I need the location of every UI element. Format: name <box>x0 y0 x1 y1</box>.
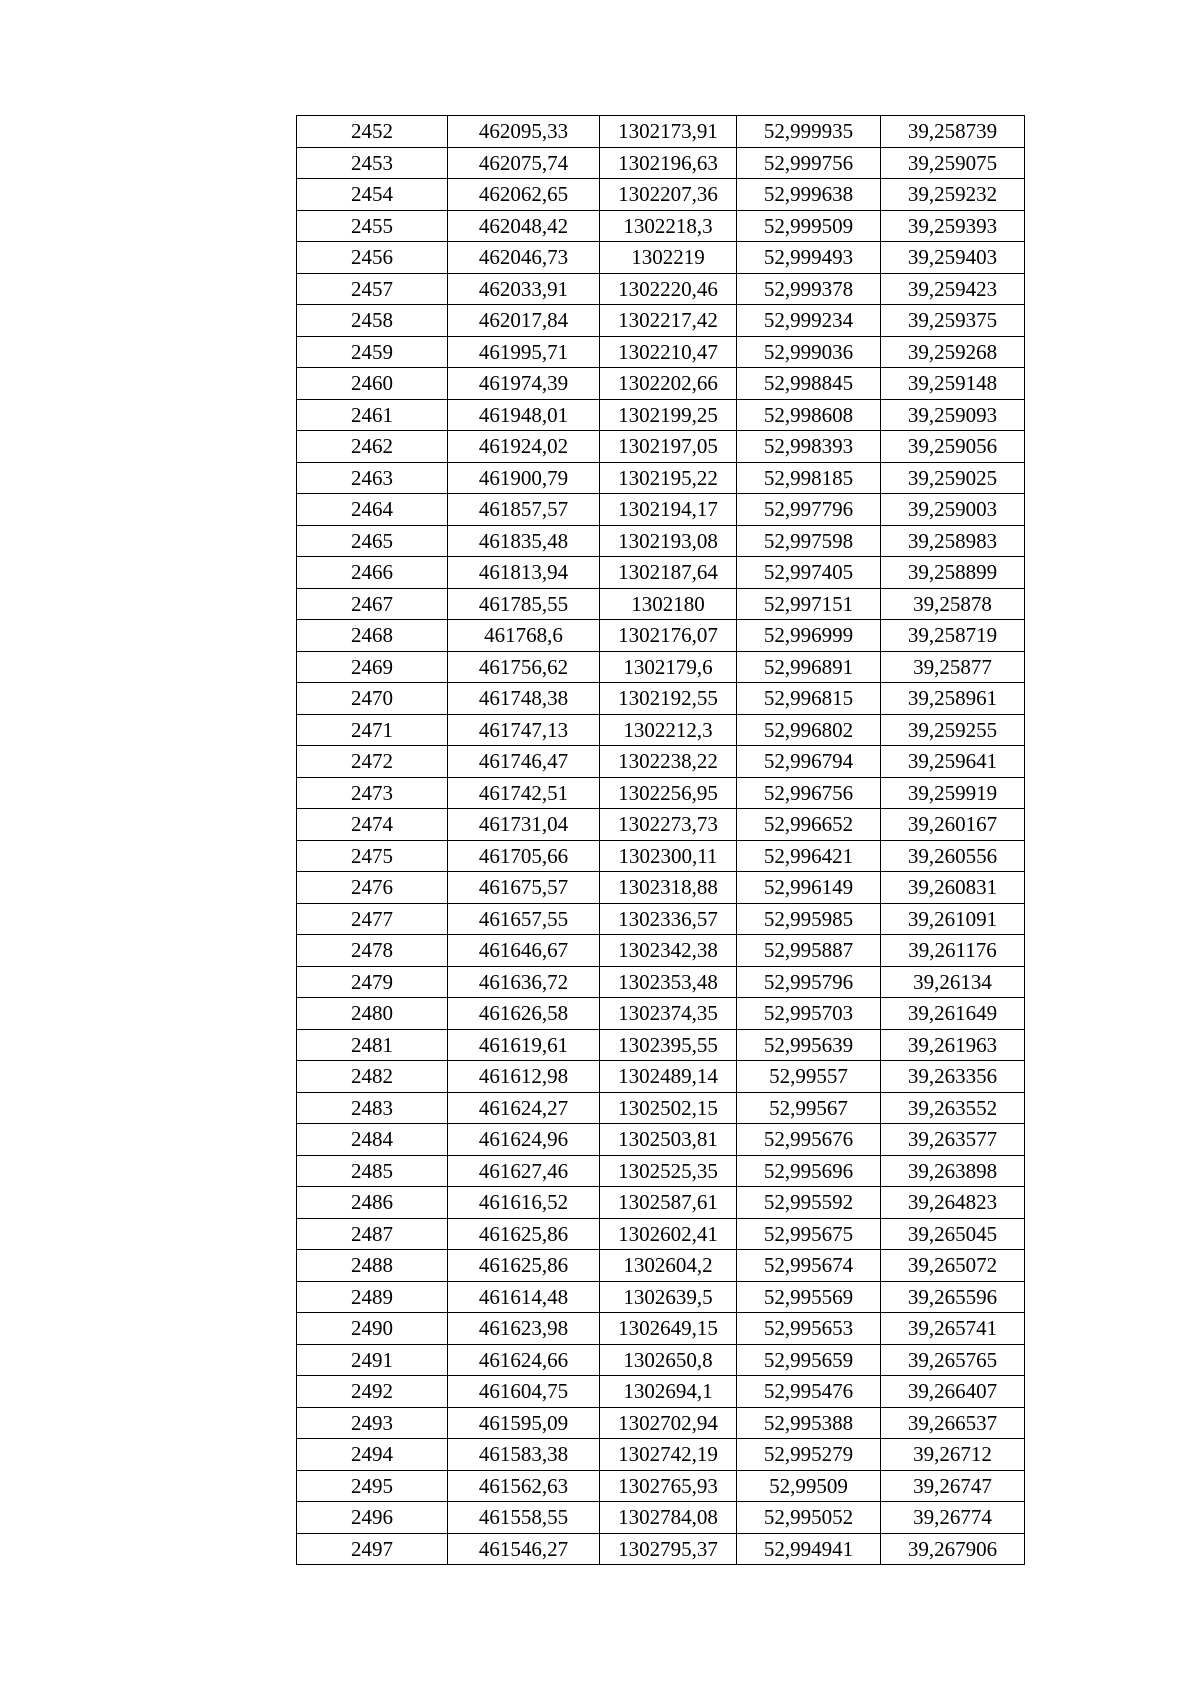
point-number-cell: 2489 <box>297 1281 448 1313</box>
y-coordinate-cell: 1302694,1 <box>600 1376 737 1408</box>
y-coordinate-cell: 1302202,66 <box>600 368 737 400</box>
y-coordinate-cell: 1302318,88 <box>600 872 737 904</box>
table-row <box>297 1376 1025 1408</box>
x-coordinate-cell: 461995,71 <box>448 336 600 368</box>
x-coordinate-cell: 461768,6 <box>448 620 600 652</box>
latitude-cell: 52,995476 <box>737 1376 881 1408</box>
latitude-cell: 52,996999 <box>737 620 881 652</box>
y-coordinate-cell: 1302173,91 <box>600 116 737 148</box>
y-coordinate-cell: 1302256,95 <box>600 777 737 809</box>
table-row <box>297 399 1025 431</box>
latitude-cell: 52,995887 <box>737 935 881 967</box>
longitude-cell: 39,259375 <box>881 305 1025 337</box>
point-number-cell: 2492 <box>297 1376 448 1408</box>
table-row <box>297 1155 1025 1187</box>
point-number-cell: 2486 <box>297 1187 448 1219</box>
y-coordinate-cell: 1302196,63 <box>600 147 737 179</box>
latitude-cell: 52,995653 <box>737 1313 881 1345</box>
y-coordinate-cell: 1302489,14 <box>600 1061 737 1093</box>
table-row <box>297 1092 1025 1124</box>
x-coordinate-cell: 461731,04 <box>448 809 600 841</box>
latitude-cell: 52,999036 <box>737 336 881 368</box>
y-coordinate-cell: 1302193,08 <box>600 525 737 557</box>
table-row <box>297 179 1025 211</box>
point-number-cell: 2481 <box>297 1029 448 1061</box>
y-coordinate-cell: 1302604,2 <box>600 1250 737 1282</box>
x-coordinate-cell: 461604,75 <box>448 1376 600 1408</box>
latitude-cell: 52,999378 <box>737 273 881 305</box>
table-row <box>297 557 1025 589</box>
x-coordinate-cell: 461546,27 <box>448 1533 600 1565</box>
point-number-cell: 2457 <box>297 273 448 305</box>
x-coordinate-cell: 461835,48 <box>448 525 600 557</box>
latitude-cell: 52,996794 <box>737 746 881 778</box>
point-number-cell: 2487 <box>297 1218 448 1250</box>
latitude-cell: 52,995052 <box>737 1502 881 1534</box>
table-row <box>297 714 1025 746</box>
latitude-cell: 52,99557 <box>737 1061 881 1093</box>
longitude-cell: 39,263577 <box>881 1124 1025 1156</box>
point-number-cell: 2471 <box>297 714 448 746</box>
y-coordinate-cell: 1302300,11 <box>600 840 737 872</box>
y-coordinate-cell: 1302395,55 <box>600 1029 737 1061</box>
x-coordinate-cell: 461583,38 <box>448 1439 600 1471</box>
x-coordinate-cell: 461624,27 <box>448 1092 600 1124</box>
point-number-cell: 2478 <box>297 935 448 967</box>
x-coordinate-cell: 462048,42 <box>448 210 600 242</box>
table-row <box>297 620 1025 652</box>
x-coordinate-cell: 461627,46 <box>448 1155 600 1187</box>
latitude-cell: 52,999493 <box>737 242 881 274</box>
table-row <box>297 966 1025 998</box>
table-row <box>297 525 1025 557</box>
table-row <box>297 273 1025 305</box>
x-coordinate-cell: 461974,39 <box>448 368 600 400</box>
latitude-cell: 52,995388 <box>737 1407 881 1439</box>
latitude-cell: 52,996149 <box>737 872 881 904</box>
point-number-cell: 2462 <box>297 431 448 463</box>
table-row <box>297 1407 1025 1439</box>
y-coordinate-cell: 1302180 <box>600 588 737 620</box>
longitude-cell: 39,261176 <box>881 935 1025 967</box>
x-coordinate-cell: 461619,61 <box>448 1029 600 1061</box>
y-coordinate-cell: 1302176,07 <box>600 620 737 652</box>
table-row <box>297 1313 1025 1345</box>
latitude-cell: 52,995639 <box>737 1029 881 1061</box>
table-row <box>297 1218 1025 1250</box>
table-row <box>297 1029 1025 1061</box>
x-coordinate-cell: 461746,47 <box>448 746 600 778</box>
latitude-cell: 52,995796 <box>737 966 881 998</box>
x-coordinate-cell: 461748,38 <box>448 683 600 715</box>
point-number-cell: 2488 <box>297 1250 448 1282</box>
point-number-cell: 2494 <box>297 1439 448 1471</box>
longitude-cell: 39,258983 <box>881 525 1025 557</box>
point-number-cell: 2479 <box>297 966 448 998</box>
latitude-cell: 52,995696 <box>737 1155 881 1187</box>
latitude-cell: 52,995279 <box>737 1439 881 1471</box>
table-row <box>297 840 1025 872</box>
latitude-cell: 52,999638 <box>737 179 881 211</box>
point-number-cell: 2461 <box>297 399 448 431</box>
point-number-cell: 2454 <box>297 179 448 211</box>
x-coordinate-cell: 461595,09 <box>448 1407 600 1439</box>
table-row <box>297 494 1025 526</box>
y-coordinate-cell: 1302374,35 <box>600 998 737 1030</box>
table-row <box>297 116 1025 148</box>
table-row <box>297 1061 1025 1093</box>
longitude-cell: 39,259075 <box>881 147 1025 179</box>
table-row <box>297 998 1025 1030</box>
longitude-cell: 39,259919 <box>881 777 1025 809</box>
point-number-cell: 2467 <box>297 588 448 620</box>
latitude-cell: 52,998608 <box>737 399 881 431</box>
longitude-cell: 39,259403 <box>881 242 1025 274</box>
point-number-cell: 2495 <box>297 1470 448 1502</box>
x-coordinate-cell: 461785,55 <box>448 588 600 620</box>
y-coordinate-cell: 1302238,22 <box>600 746 737 778</box>
y-coordinate-cell: 1302353,48 <box>600 966 737 998</box>
point-number-cell: 2477 <box>297 903 448 935</box>
latitude-cell: 52,995675 <box>737 1218 881 1250</box>
latitude-cell: 52,997598 <box>737 525 881 557</box>
y-coordinate-cell: 1302742,19 <box>600 1439 737 1471</box>
point-number-cell: 2474 <box>297 809 448 841</box>
table-row <box>297 1187 1025 1219</box>
latitude-cell: 52,995659 <box>737 1344 881 1376</box>
x-coordinate-cell: 462095,33 <box>448 116 600 148</box>
latitude-cell: 52,996421 <box>737 840 881 872</box>
y-coordinate-cell: 1302650,8 <box>600 1344 737 1376</box>
point-number-cell: 2458 <box>297 305 448 337</box>
latitude-cell: 52,998185 <box>737 462 881 494</box>
longitude-cell: 39,259025 <box>881 462 1025 494</box>
table-row <box>297 431 1025 463</box>
latitude-cell: 52,995676 <box>737 1124 881 1156</box>
y-coordinate-cell: 1302218,3 <box>600 210 737 242</box>
table-row <box>297 1533 1025 1565</box>
longitude-cell: 39,260167 <box>881 809 1025 841</box>
point-number-cell: 2480 <box>297 998 448 1030</box>
table-row <box>297 809 1025 841</box>
y-coordinate-cell: 1302784,08 <box>600 1502 737 1534</box>
longitude-cell: 39,26134 <box>881 966 1025 998</box>
longitude-cell: 39,258719 <box>881 620 1025 652</box>
point-number-cell: 2482 <box>297 1061 448 1093</box>
longitude-cell: 39,259093 <box>881 399 1025 431</box>
longitude-cell: 39,259003 <box>881 494 1025 526</box>
x-coordinate-cell: 461813,94 <box>448 557 600 589</box>
coordinates-table-body <box>297 116 1025 1565</box>
table-row <box>297 242 1025 274</box>
latitude-cell: 52,994941 <box>737 1533 881 1565</box>
table-row <box>297 368 1025 400</box>
latitude-cell: 52,996815 <box>737 683 881 715</box>
y-coordinate-cell: 1302273,73 <box>600 809 737 841</box>
point-number-cell: 2497 <box>297 1533 448 1565</box>
longitude-cell: 39,259268 <box>881 336 1025 368</box>
table-row <box>297 1344 1025 1376</box>
y-coordinate-cell: 1302179,6 <box>600 651 737 683</box>
latitude-cell: 52,996756 <box>737 777 881 809</box>
longitude-cell: 39,259255 <box>881 714 1025 746</box>
point-number-cell: 2453 <box>297 147 448 179</box>
x-coordinate-cell: 461562,63 <box>448 1470 600 1502</box>
point-number-cell: 2463 <box>297 462 448 494</box>
point-number-cell: 2473 <box>297 777 448 809</box>
x-coordinate-cell: 461616,52 <box>448 1187 600 1219</box>
x-coordinate-cell: 461742,51 <box>448 777 600 809</box>
table-row <box>297 462 1025 494</box>
point-number-cell: 2485 <box>297 1155 448 1187</box>
y-coordinate-cell: 1302192,55 <box>600 683 737 715</box>
table-row <box>297 210 1025 242</box>
point-number-cell: 2472 <box>297 746 448 778</box>
x-coordinate-cell: 462062,65 <box>448 179 600 211</box>
y-coordinate-cell: 1302199,25 <box>600 399 737 431</box>
latitude-cell: 52,996802 <box>737 714 881 746</box>
point-number-cell: 2465 <box>297 525 448 557</box>
table-row <box>297 872 1025 904</box>
point-number-cell: 2455 <box>297 210 448 242</box>
longitude-cell: 39,259056 <box>881 431 1025 463</box>
table-row <box>297 147 1025 179</box>
latitude-cell: 52,995592 <box>737 1187 881 1219</box>
x-coordinate-cell: 461624,96 <box>448 1124 600 1156</box>
point-number-cell: 2466 <box>297 557 448 589</box>
longitude-cell: 39,266407 <box>881 1376 1025 1408</box>
point-number-cell: 2490 <box>297 1313 448 1345</box>
point-number-cell: 2491 <box>297 1344 448 1376</box>
latitude-cell: 52,999234 <box>737 305 881 337</box>
x-coordinate-cell: 461626,58 <box>448 998 600 1030</box>
point-number-cell: 2470 <box>297 683 448 715</box>
latitude-cell: 52,997796 <box>737 494 881 526</box>
point-number-cell: 2469 <box>297 651 448 683</box>
x-coordinate-cell: 461675,57 <box>448 872 600 904</box>
latitude-cell: 52,995703 <box>737 998 881 1030</box>
point-number-cell: 2493 <box>297 1407 448 1439</box>
longitude-cell: 39,26747 <box>881 1470 1025 1502</box>
longitude-cell: 39,265596 <box>881 1281 1025 1313</box>
longitude-cell: 39,265765 <box>881 1344 1025 1376</box>
longitude-cell: 39,265741 <box>881 1313 1025 1345</box>
latitude-cell: 52,997405 <box>737 557 881 589</box>
x-coordinate-cell: 461612,98 <box>448 1061 600 1093</box>
point-number-cell: 2475 <box>297 840 448 872</box>
x-coordinate-cell: 461857,57 <box>448 494 600 526</box>
x-coordinate-cell: 461646,67 <box>448 935 600 967</box>
latitude-cell: 52,99567 <box>737 1092 881 1124</box>
table-row <box>297 1124 1025 1156</box>
longitude-cell: 39,258739 <box>881 116 1025 148</box>
longitude-cell: 39,25878 <box>881 588 1025 620</box>
y-coordinate-cell: 1302212,3 <box>600 714 737 746</box>
x-coordinate-cell: 461705,66 <box>448 840 600 872</box>
y-coordinate-cell: 1302207,36 <box>600 179 737 211</box>
table-row <box>297 1502 1025 1534</box>
longitude-cell: 39,263356 <box>881 1061 1025 1093</box>
longitude-cell: 39,267906 <box>881 1533 1025 1565</box>
x-coordinate-cell: 461625,86 <box>448 1218 600 1250</box>
latitude-cell: 52,99509 <box>737 1470 881 1502</box>
x-coordinate-cell: 461623,98 <box>448 1313 600 1345</box>
x-coordinate-cell: 461636,72 <box>448 966 600 998</box>
point-number-cell: 2476 <box>297 872 448 904</box>
x-coordinate-cell: 462017,84 <box>448 305 600 337</box>
y-coordinate-cell: 1302194,17 <box>600 494 737 526</box>
latitude-cell: 52,999756 <box>737 147 881 179</box>
table-row <box>297 746 1025 778</box>
x-coordinate-cell: 462033,91 <box>448 273 600 305</box>
latitude-cell: 52,999509 <box>737 210 881 242</box>
table-row <box>297 683 1025 715</box>
longitude-cell: 39,263898 <box>881 1155 1025 1187</box>
x-coordinate-cell: 461900,79 <box>448 462 600 494</box>
y-coordinate-cell: 1302702,94 <box>600 1407 737 1439</box>
y-coordinate-cell: 1302195,22 <box>600 462 737 494</box>
longitude-cell: 39,264823 <box>881 1187 1025 1219</box>
latitude-cell: 52,998393 <box>737 431 881 463</box>
y-coordinate-cell: 1302220,46 <box>600 273 737 305</box>
table-row <box>297 903 1025 935</box>
y-coordinate-cell: 1302587,61 <box>600 1187 737 1219</box>
table-row <box>297 1250 1025 1282</box>
latitude-cell: 52,995569 <box>737 1281 881 1313</box>
table-row <box>297 935 1025 967</box>
x-coordinate-cell: 461657,55 <box>448 903 600 935</box>
x-coordinate-cell: 462075,74 <box>448 147 600 179</box>
longitude-cell: 39,258961 <box>881 683 1025 715</box>
longitude-cell: 39,261963 <box>881 1029 1025 1061</box>
point-number-cell: 2468 <box>297 620 448 652</box>
x-coordinate-cell: 461948,01 <box>448 399 600 431</box>
table-row <box>297 1439 1025 1471</box>
point-number-cell: 2464 <box>297 494 448 526</box>
latitude-cell: 52,996652 <box>737 809 881 841</box>
longitude-cell: 39,259232 <box>881 179 1025 211</box>
x-coordinate-cell: 461625,86 <box>448 1250 600 1282</box>
y-coordinate-cell: 1302639,5 <box>600 1281 737 1313</box>
longitude-cell: 39,266537 <box>881 1407 1025 1439</box>
y-coordinate-cell: 1302187,64 <box>600 557 737 589</box>
y-coordinate-cell: 1302502,15 <box>600 1092 737 1124</box>
table-row <box>297 588 1025 620</box>
table-row <box>297 336 1025 368</box>
latitude-cell: 52,995985 <box>737 903 881 935</box>
table-row <box>297 1470 1025 1502</box>
coordinates-table <box>296 115 1025 1565</box>
table-row <box>297 1281 1025 1313</box>
longitude-cell: 39,259393 <box>881 210 1025 242</box>
longitude-cell: 39,261091 <box>881 903 1025 935</box>
x-coordinate-cell: 461924,02 <box>448 431 600 463</box>
table-row <box>297 305 1025 337</box>
longitude-cell: 39,265045 <box>881 1218 1025 1250</box>
point-number-cell: 2456 <box>297 242 448 274</box>
y-coordinate-cell: 1302649,15 <box>600 1313 737 1345</box>
point-number-cell: 2483 <box>297 1092 448 1124</box>
longitude-cell: 39,259641 <box>881 746 1025 778</box>
latitude-cell: 52,998845 <box>737 368 881 400</box>
latitude-cell: 52,995674 <box>737 1250 881 1282</box>
x-coordinate-cell: 461558,55 <box>448 1502 600 1534</box>
y-coordinate-cell: 1302765,93 <box>600 1470 737 1502</box>
point-number-cell: 2496 <box>297 1502 448 1534</box>
longitude-cell: 39,26774 <box>881 1502 1025 1534</box>
x-coordinate-cell: 462046,73 <box>448 242 600 274</box>
longitude-cell: 39,260831 <box>881 872 1025 904</box>
longitude-cell: 39,259423 <box>881 273 1025 305</box>
y-coordinate-cell: 1302219 <box>600 242 737 274</box>
longitude-cell: 39,25877 <box>881 651 1025 683</box>
longitude-cell: 39,258899 <box>881 557 1025 589</box>
x-coordinate-cell: 461614,48 <box>448 1281 600 1313</box>
point-number-cell: 2452 <box>297 116 448 148</box>
longitude-cell: 39,26712 <box>881 1439 1025 1471</box>
point-number-cell: 2459 <box>297 336 448 368</box>
longitude-cell: 39,265072 <box>881 1250 1025 1282</box>
y-coordinate-cell: 1302525,35 <box>600 1155 737 1187</box>
x-coordinate-cell: 461624,66 <box>448 1344 600 1376</box>
x-coordinate-cell: 461756,62 <box>448 651 600 683</box>
point-number-cell: 2484 <box>297 1124 448 1156</box>
x-coordinate-cell: 461747,13 <box>448 714 600 746</box>
y-coordinate-cell: 1302503,81 <box>600 1124 737 1156</box>
latitude-cell: 52,997151 <box>737 588 881 620</box>
y-coordinate-cell: 1302336,57 <box>600 903 737 935</box>
latitude-cell: 52,996891 <box>737 651 881 683</box>
table-row <box>297 777 1025 809</box>
longitude-cell: 39,263552 <box>881 1092 1025 1124</box>
longitude-cell: 39,261649 <box>881 998 1025 1030</box>
y-coordinate-cell: 1302197,05 <box>600 431 737 463</box>
table-row <box>297 651 1025 683</box>
longitude-cell: 39,260556 <box>881 840 1025 872</box>
point-number-cell: 2460 <box>297 368 448 400</box>
y-coordinate-cell: 1302210,47 <box>600 336 737 368</box>
longitude-cell: 39,259148 <box>881 368 1025 400</box>
y-coordinate-cell: 1302602,41 <box>600 1218 737 1250</box>
y-coordinate-cell: 1302795,37 <box>600 1533 737 1565</box>
latitude-cell: 52,999935 <box>737 116 881 148</box>
y-coordinate-cell: 1302342,38 <box>600 935 737 967</box>
y-coordinate-cell: 1302217,42 <box>600 305 737 337</box>
